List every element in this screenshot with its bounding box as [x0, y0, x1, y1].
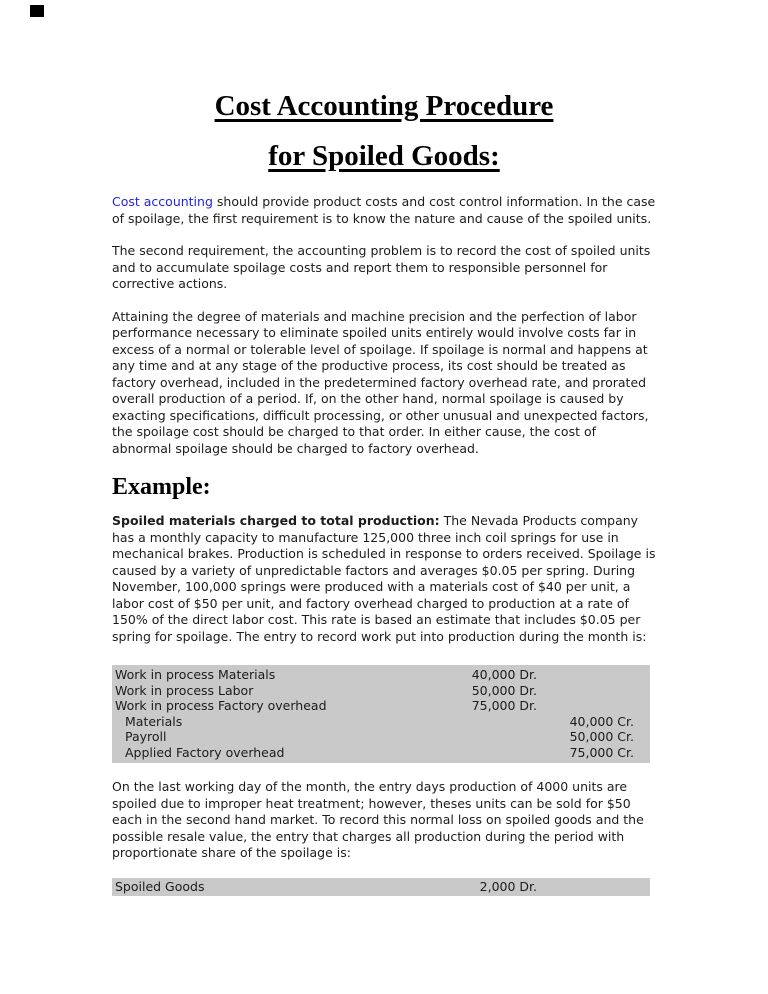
document-title-line1: Cost Accounting Procedure — [214, 90, 554, 122]
account-name: Work in process Factory overhead — [115, 698, 327, 713]
debit-amount: 40,000 Dr. — [471, 667, 537, 682]
journal-row — [115, 729, 634, 745]
credit-amount: 75,000 Cr. — [569, 744, 634, 760]
debit-amount — [452, 729, 537, 745]
cost-accounting-link[interactable]: Cost accounting — [112, 194, 213, 209]
journal-row — [115, 745, 634, 761]
journal-entry-spoiled-goods — [112, 878, 650, 897]
journal-row — [115, 683, 634, 699]
debit-amount — [452, 714, 537, 730]
example-paragraph-lead: Spoiled materials charged to total production: — [112, 513, 440, 528]
debit-amount: 50,000 Dr. — [471, 682, 537, 698]
journal-row — [115, 879, 634, 895]
journal-row — [115, 698, 634, 714]
account-name: Payroll — [125, 729, 167, 744]
document-title-line2: for Spoiled Goods: — [268, 140, 500, 172]
account-name: Applied Factory overhead — [125, 744, 285, 760]
second-requirement-paragraph: The second requirement, the accounting problem is to record the cost of spoiled units and to accumulate spoilage costs and report them to responsible personnel for corrective actions. — [112, 243, 651, 291]
credit-amount — [537, 683, 634, 699]
credit-amount: 40,000 Cr. — [569, 713, 634, 729]
corner-mark-icon — [30, 5, 44, 17]
journal-entry-production — [112, 665, 650, 763]
example-heading: Example: — [112, 474, 211, 500]
account-name: Work in process Labor — [115, 682, 254, 698]
attaining-degree-paragraph: Attaining the degree of materials and machine precision and the perfection of labor performance necessary to eliminate spoiled units entirely would involve costs far in excess of a normal or tolerable level of spoilage. If spoilage is normal and happens at any time and at any stage of the productive process, its cost should be treated as factory overhead, included in the predetermined factory overhead rate, and prorated overall production of a period. If, on the other hand, normal spoilage is caused by exacting specifications, difficult processing, or other unusual and unexpected factors, the spoilage cost should be charged to that order. In either cause, the cost of abnormal spoilage should be charged to factory overhead. — [112, 308, 649, 456]
account-name: Materials — [125, 713, 183, 729]
journal-row — [115, 667, 634, 683]
debit-amount — [452, 745, 537, 761]
credit-amount: 50,000 Cr. — [569, 729, 634, 744]
account-name: Work in process Materials — [115, 667, 276, 682]
credit-amount — [537, 879, 634, 895]
credit-amount — [537, 667, 634, 683]
intro-paragraph-text: should provide product costs and cost control information. In the case of spoilage, the first requirement is to know the nature and cause of the spoiled units. — [112, 194, 656, 226]
credit-amount — [537, 698, 634, 714]
debit-amount: 2,000 Dr. — [479, 878, 537, 894]
spoilage-entry-paragraph: On the last working day of the month, the entry days production of 4000 units are spoiled due to improper heat treatment; however, theses units can be sold for $50 each in the second hand market. To record this normal loss on spoiled goods and the possible resale value, the entry that charges all production during the period with proportionate share of the spoilage is: — [112, 779, 644, 860]
debit-amount: 75,000 Dr. — [471, 698, 537, 713]
journal-row — [115, 714, 634, 730]
example-paragraph-text: The Nevada Products company has a monthly capacity to manufacture 125,000 three inch coil springs for use in mechanical brakes. Production is scheduled in response to orders received. Spoilage is caused by a variety of unpredictable factors and averages $0.05 per spring. During November, 100,000 springs were produced with a materials cost of $40 per unit, a labor cost of $50 per unit, and factory overhead charged to production at a rate of 150% of the direct labor cost. This rate is based an estimate that includes $0.05 per spring for spoilage. The entry to record work put into production during the month is: — [112, 513, 656, 644]
example-paragraph — [112, 513, 656, 645]
account-name: Spoiled Goods — [115, 878, 205, 894]
intro-paragraph — [112, 194, 656, 227]
